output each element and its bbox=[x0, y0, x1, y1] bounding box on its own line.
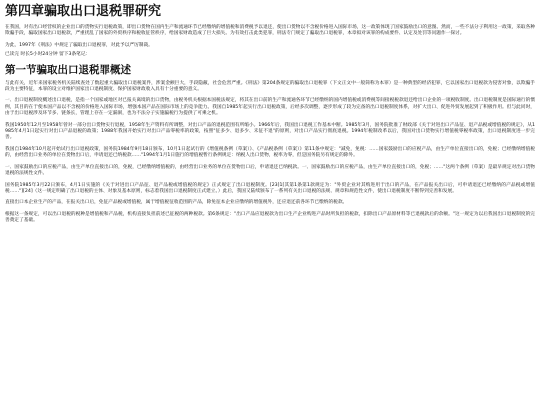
body-paragraph: 根据这一条规定，可以出口退税的税种是增值税和产品税，机构直接负担前述已征税的两种税款。第6条规定："出口产品应退税款为出口生产企业购进产品时所负担的税款，扣除出口产品原材料等已退税款后的余额。"这一规定为以后我国出口退税制度的完善奠定了基础。 bbox=[5, 211, 535, 224]
body-paragraph: 与此有关，近年来国家税务机关陆续查处了数起重大骗取出口退税案件，涉案金额巨大，手段隐蔽，社会危害严重。《刑法》第204条规定的骗取出口退税罪（下文正文中一般简称为本罪）是一种典型的经济犯罪，它以国家出口退税款为侵害对象，以欺骗手段为主要特征，本罪的设立对维护国家出口退税制度、保护国家财政收入具有十分重要的意义。 bbox=[5, 80, 535, 93]
reading-status-line: 已读完 时长5小时24分钟 留下3条笔记： bbox=[5, 52, 91, 58]
section-title: 第一节骗取出口退税罪概述 bbox=[5, 63, 131, 76]
chapter-title: 第四章骗取出口退税罪研究 bbox=[5, 4, 162, 19]
body-paragraph: 国务院1985年3月22日颁布，4月1日实施的《关于对进出口产品征、退产品税或增值税的规定》正式规定了出口退税制度。[23]1[其第1条第1款规定为："外贸企业对其购进用于出口的产品，在产品报关出口后，可申请退还已经缴纳的产品税或增值税……"][24]（这一规定明确了出口退税的主体、对象及基本原则，标志着我国出口退税制度正式建立。）此后，我国又陆续颁布了一系列有关出口退税的法规、规章和规范性文件，使出口退税制度不断得到完善和发展。 bbox=[5, 182, 535, 194]
body-paragraph: 我国自1984年10月起开始试行出口退税政策，国务院1984年9月18日颁布，10月1日起试行的《增值税条例（草案）》、《产品税条例（草案）》第11条中规定："减免，免税：……国家鼓励出口的应税产品，由生产单位直接出口的，免税；已经缴纳增值税的，由经营出口业务的单位在货物出口后，申请退还已纳税款……"1994年1月1日施行的增值税暂行条例规定：纳税人出口货物，税率为零，但是国务院另有规定的除外。 bbox=[5, 146, 535, 159]
body-paragraph: 一、出口退税制度概述出口退税，是指一个国家或地区对已报关离境的出口货物，由税务机关根据本国税法规定，将其在出口前的生产和流通各环节已经缴纳的国内增值税或消费税等间接税税款退还给出口企业的一项税收制度。出口退税制度是国际通行的惯例，其目的在于使本国产品以不含税的价格进入国际市场，增强本国产品在国际市场上的竞争能力。我国自1985年起实行出口退税政策，后经多次调整，逐步形成了较为完备的出口退税制度体系，对扩大出口、促进外贸发展起到了积极作用。但与此同时，由于出口退税涉及环节多、链条长，管理上存在一定漏洞，也为不法分子实施骗税行为提供了可乘之机。 bbox=[5, 98, 535, 117]
note-line: 为此，1997年《刑法》中规定了骗取出口退税罪，对此予以严厉制裁。 bbox=[5, 42, 153, 48]
body-paragraph: 我国1950年12月至1958年曾对一部分出口货物实行退税，1958年生产资料有所调整，对出口产品的退税范围有所缩小。1966年后，我国出口退税工作基本中断。1985年3月，国务院批准了财政部《关于对进出口产品征、退产品税或增值税的规定》，从1985年4月1日起实行对出口产品退税的政策；1988年我国开始实行对出口产品零税率的政策，按照"征多少、退多少、未征不退"的原则，对出口产品实行彻底退税。1994年税制改革以后，我国对出口货物实行增值税零税率政策，出口退税制度进一步完善。 bbox=[5, 122, 535, 141]
intro-paragraph: 在我国，对有出口经营权的企业出口的货物实行退税政策，即出口货物在国内生产和流通环节已经缴纳的增值税和消费税予以退还，使出口货物以不含税价格进入国际市场，这一政策体现了国家鼓励出口的意图。然而，一些不法分子利用这一政策，采取各种欺骗手段，骗取国家出口退税款，严重扰乱了国家的外贸秩序和税收征管秩序，给国家财政造成了巨大损失。为有效打击此类犯罪，刑法专门规定了骗取出口退税罪，本章拟对该罪的构成要件、认定及处罚等问题作一探讨。 bbox=[5, 25, 535, 37]
body-paragraph: 直接出口本企业生产的产品，在报关出口后，免征产品税或增值税，属于增值税征收范围的产品，除免征本企业应缴纳的增值税外，还应退还前各环节已缴纳的税款。 bbox=[5, 200, 348, 206]
body-paragraph: 一、国家鼓励出口的应税产品，由生产单位直接出口的，免税，已经缴纳增值税的，由经营出口业务的单位在货物出口后，申请退还已纳税款。一、国家鼓励出口的应税产品，由生产单位直接出口的，免税；……"这两个条例（草案）是最早规定对出口货物退税的法规性文件。 bbox=[5, 164, 535, 177]
